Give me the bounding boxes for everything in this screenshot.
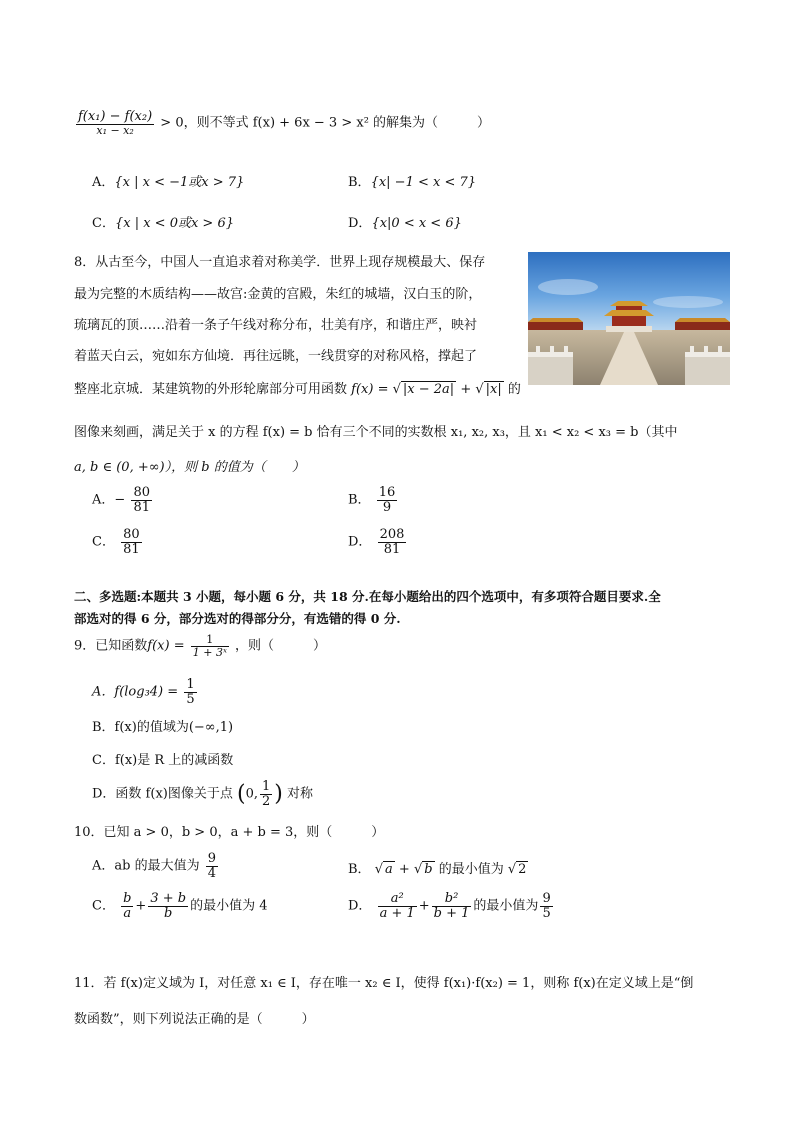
section2-line-1: 二、多选题:本题共 3 小题，每小题 6 分，共 18 分.在每小题给出的四个选项中，有多项符合题目要求.全 [74,589,661,604]
frac-den: 81 [133,499,150,515]
option-letter: C． [92,898,115,914]
q8-option-d[interactable] [348,528,408,556]
option-text-post: 对称 [287,786,314,802]
frac-den: b [164,905,173,921]
q7-option-b[interactable] [348,171,476,190]
left-paren: ( [236,781,246,807]
q9-option-b[interactable]: B．f(x)的值域为(−∞,1) [92,720,234,735]
q11-line-2: 数函数”，则下列说法正确的是（ ） [74,1012,315,1027]
q9-option-a[interactable] [92,678,199,706]
forbidden-city-photo [528,252,730,385]
option-fraction [377,486,398,514]
q7-frac-denominator: x₁ − x₂ [96,123,134,137]
frac-num: 9 [207,851,217,866]
q8-line-2: 最为完整的木质结构——故宫:金黄的宫殿，朱红的城墙，汉白玉的阶， [74,287,482,302]
sqrt-symbol: √ [413,862,423,877]
frac-den: 81 [123,541,140,557]
frac-num: 1 [261,779,271,794]
option-sign: − [114,492,126,508]
frac-num: 3 + b [150,891,187,906]
q7-frac-numerator: f(x₁) − f(x₂) [78,109,153,124]
q9-stem [74,634,326,658]
q8-line-4: 着蓝天白云，宛如东方仙境．再往远眺，一线贯穿的对称风格，撑起了 [74,349,478,364]
option-fraction [121,528,142,556]
q7-option-a[interactable] [92,171,244,190]
q7-stem [74,110,490,136]
frac-num: 208 [379,527,405,542]
q10-option-a[interactable] [92,852,220,880]
frac-den: b + 1 [433,905,470,921]
plus-sign: + [460,382,472,397]
q10-option-b[interactable] [348,858,528,877]
point-x: 0, [245,786,258,802]
q8-line-1: 8．从古至今，中国人一直追求着对称美学．世界上现存规模最大、保存 [74,255,486,270]
option-text: {x | x < −1或x > 7} [114,175,245,190]
plus-sign: + [418,898,430,914]
sqrt-symbol: √ [475,382,484,397]
q9-pre: 9．已知函数 [74,638,148,654]
q8-line5-pre: 整座北京城．某建筑物的外形轮廓部分可用函数 [74,382,348,397]
sqrt-symbol: √ [374,862,383,877]
option-fraction [148,892,188,920]
section2-line-2: 部选对的得 6 分，部分选对的得部分分，有选错的得 0 分. [74,611,401,626]
option-fraction [378,528,407,556]
option-text: {x|0 < x < 6} [371,216,462,231]
option-fraction [184,678,196,706]
sqrt-symbol: √ [507,862,517,877]
sqrt-symbol: √ [392,382,401,397]
frac-den: 81 [383,541,401,557]
frac-num: 1 [191,634,229,647]
q7-stem-text: > 0，则不等式 f(x) + 6x − 3 > x² 的解集为（ ） [160,115,491,131]
frac-num: 16 [378,485,396,500]
option-text: 的最小值为 [473,898,539,914]
q10-stem: 10．已知 a > 0，b > 0，a + b = 3，则（ ） [74,825,385,840]
plus-sign: + [398,862,410,877]
frac-den: 4 [207,865,217,881]
frac-num: 80 [133,485,150,500]
q9-option-c[interactable]: C．f(x)是 R 上的减函数 [92,753,234,768]
option-text: A．ab 的最大值为 [92,858,200,874]
frac-den: 5 [186,691,195,707]
frac-num: b² [432,892,472,907]
option-fraction [131,486,152,514]
q8-line-7: a, b ∈ (0, +∞)），则 b 的值为（ ） [74,460,305,475]
option-fraction [206,852,218,880]
frac-den: 9 [382,499,392,515]
q9-option-d[interactable] [92,780,313,808]
option-text: 的最小值为 4 [190,898,268,914]
option-letter: B． [348,862,371,877]
q7-option-d[interactable] [348,212,462,231]
radicand: 2 [518,862,527,877]
option-letter: D． [348,534,372,550]
q8-fx: f(x) = [351,382,389,397]
option-fraction [540,892,552,920]
option-text: 的最小值为 [438,862,504,877]
option-text: {x| −1 < x < 7} [370,175,477,190]
frac-num: 9 [542,891,551,906]
q7-stem-fraction [76,110,154,136]
q8-radicand-1: |x − 2a| [402,382,455,397]
frac-den: a + 1 [379,905,415,921]
q10-option-d[interactable] [348,892,555,920]
frac-den: a [123,905,132,921]
frac-den: 2 [261,793,271,809]
option-text: D．函数 f(x)图像关于点 [92,786,233,802]
q8-line5-post: 的 [507,382,521,397]
q10-option-c[interactable] [92,892,267,920]
option-letter: D． [348,898,372,914]
option-fraction [260,780,272,808]
q8-line-3: 琉璃瓦的顶……沿着一条子午线对称分布，壮美有序，和谐庄严，映衬 [74,318,478,333]
option-letter: D． [348,216,372,231]
radicand: b [424,862,433,877]
q7-option-c[interactable] [92,212,234,231]
option-letter: A． [92,175,115,190]
q8-option-b[interactable] [348,486,399,514]
frac-den: 1 + 3ˣ [192,645,227,659]
option-letter: C． [92,534,115,550]
q8-option-a[interactable] [92,486,154,514]
frac-den: 5 [542,905,551,921]
frac-num: 80 [123,527,140,542]
forbidden-city-illustration [528,252,730,385]
frac-num: 1 [186,677,195,692]
frac-num: a² [378,892,417,907]
q9-fx: f(x) = [147,638,185,654]
q11-line-1: 11．若 f(x)定义域为 I，对任意 x₁ ∈ I，存在唯一 x₂ ∈ I，使得 f(x₁)·f(x₂) = 1，则称 f(x)在定义域上是“倒 [74,976,694,991]
option-fraction [121,892,133,920]
option-text: {x | x < 0或x > 6} [114,216,234,231]
q8-line-6: 图像来刻画，满足关于 x 的方程 f(x) = b 恰有三个不同的实数根 x₁, x₂, x₃，且 x₁ < x₂ < x₃ = b（其中 [74,425,678,440]
q8-option-c[interactable] [92,528,144,556]
q8-radicand-2: |x| [485,382,502,397]
option-fraction [432,892,472,920]
right-paren: ) [274,781,283,807]
radicand: a [385,862,393,877]
option-text: A．f(log₃4) = [92,684,179,700]
option-letter: A． [92,492,115,508]
option-letter: B． [348,492,371,508]
plus-sign: + [135,898,147,914]
option-letter: C． [92,216,115,231]
option-fraction [378,892,417,920]
q9-post: ，则（ ） [235,638,327,654]
q9-fraction [191,634,229,658]
q8-line-5 [74,378,521,397]
option-letter: B． [348,175,371,190]
frac-num: b [123,891,132,906]
